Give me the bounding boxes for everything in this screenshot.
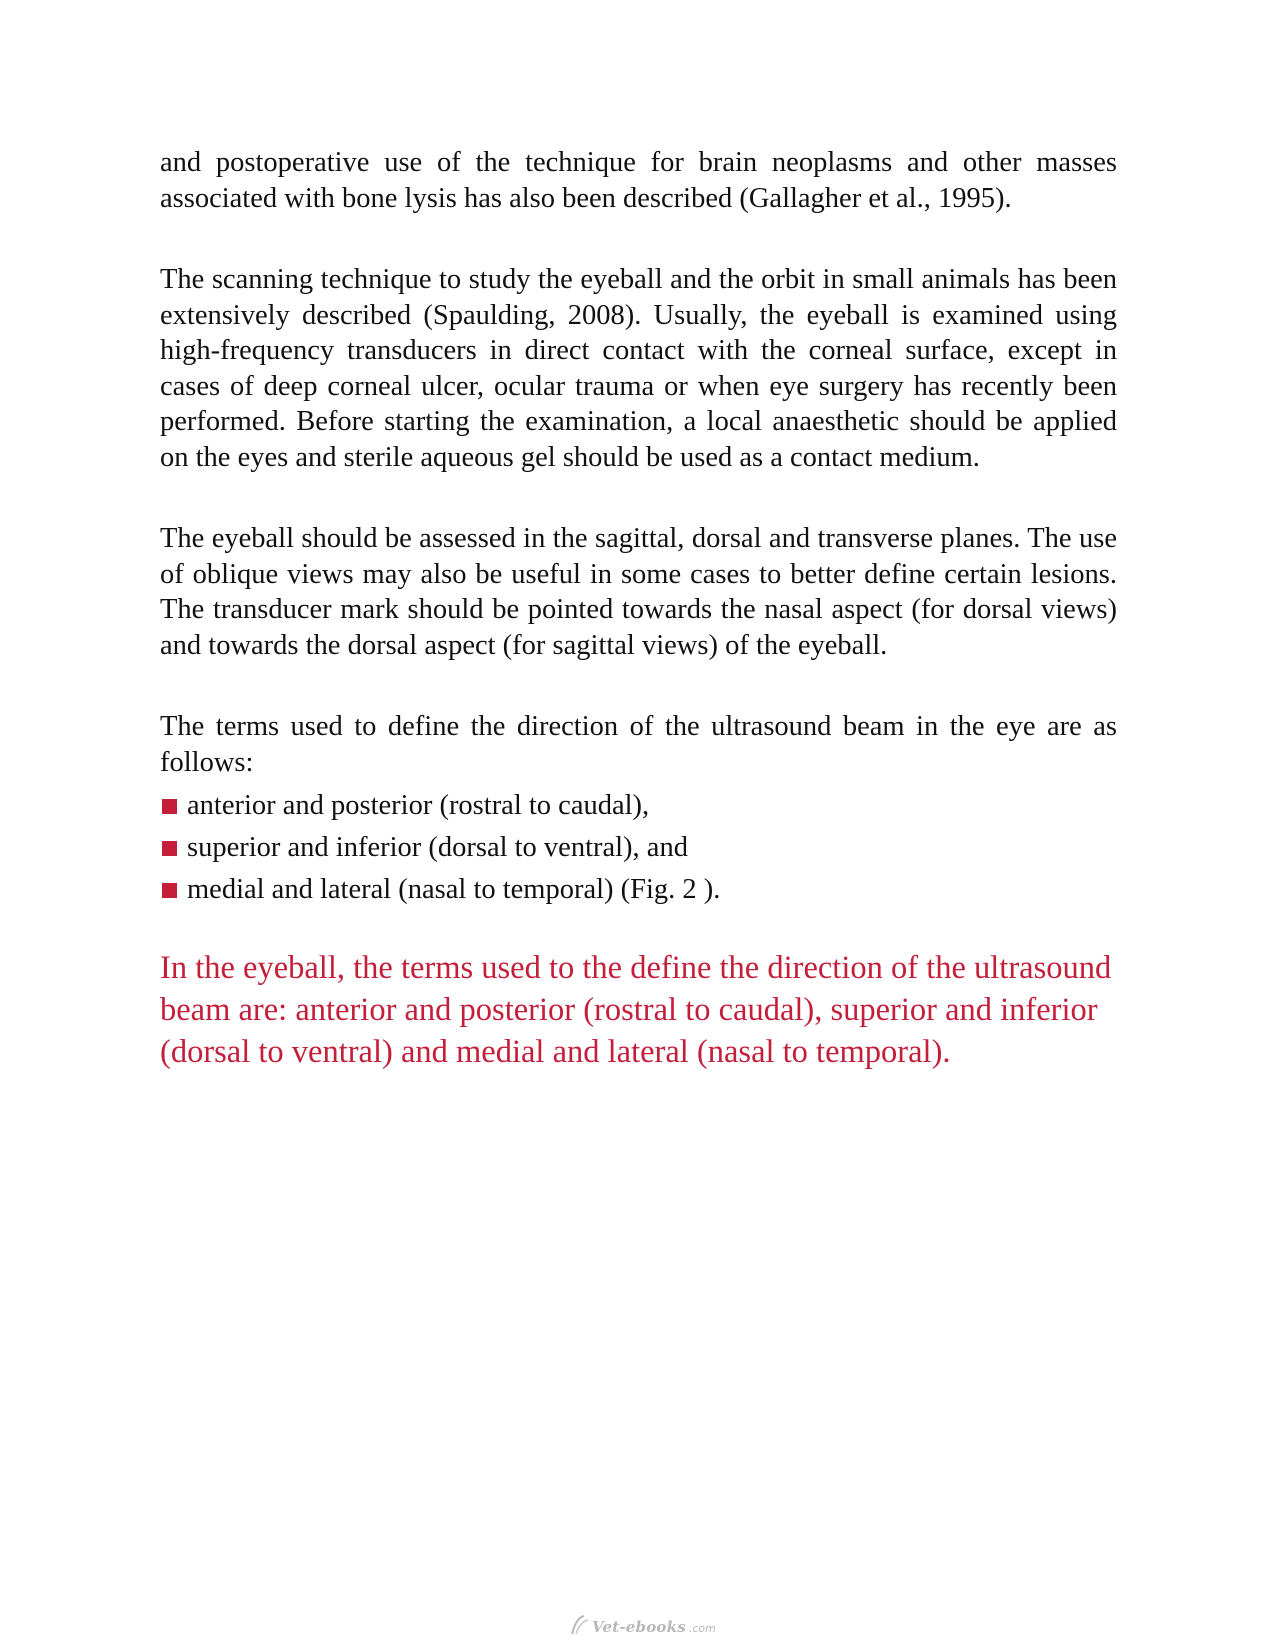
logo-tld: .com — [688, 1622, 716, 1635]
footer-logo — [570, 1608, 716, 1636]
book-icon — [570, 1614, 590, 1636]
square-bullet-icon — [162, 841, 177, 856]
key-point-highlight: In the eyeball, the terms used to the define the direction of the ultrasound beam are: anterior and posterior (rostral to caudal), superior and inferior (dorsal to ventral) and medial and lateral (nasal to temporal). — [160, 950, 1112, 1070]
square-bullet-icon — [162, 883, 177, 898]
paragraph-scanning-technique: The scanning technique to study the eyeball and the orbit in small animals has been extensively described (Spaulding, 2008). Usually, the eyeball is examined using high-frequency transducers in direct contact with the corneal surface, except in cases of deep corneal ulcer, ocular trauma or when eye surgery has recently been performed. Before starting the examination, a local anaesthetic should be applied on the eyes and sterile aqueous gel should be used as a contact medium. — [160, 264, 1117, 473]
logo-text: Vet-ebooks — [592, 1618, 686, 1636]
list-item — [160, 785, 1117, 827]
square-bullet-icon — [162, 799, 177, 814]
list-item-text: medial and lateral (nasal to temporal) (Fig. 2 ). — [187, 874, 721, 905]
paragraph-direction-terms: The terms used to define the direction of the ultrasound beam in the eye are as follows: — [160, 711, 1117, 778]
direction-terms-list — [160, 785, 1117, 911]
paragraph-intro-continuation: and postoperative use of the technique for brain neoplasms and other masses associated with bone lysis has also been described (Gallagher et al., 1995). — [160, 147, 1117, 214]
list-item-text: superior and inferior (dorsal to ventral), and — [187, 832, 688, 863]
paragraph-assessment-planes: The eyeball should be assessed in the sagittal, dorsal and transverse planes. The use of oblique views may also be useful in some cases to better define certain lesions. The transducer mark should be pointed towards the nasal aspect (for dorsal views) and towards the dorsal aspect (for sagittal views) of the eyeball. — [160, 523, 1117, 661]
list-item — [160, 869, 1117, 911]
page-content — [160, 145, 1117, 1073]
list-item-text: anterior and posterior (rostral to caudal), — [187, 790, 650, 821]
list-item — [160, 827, 1117, 869]
